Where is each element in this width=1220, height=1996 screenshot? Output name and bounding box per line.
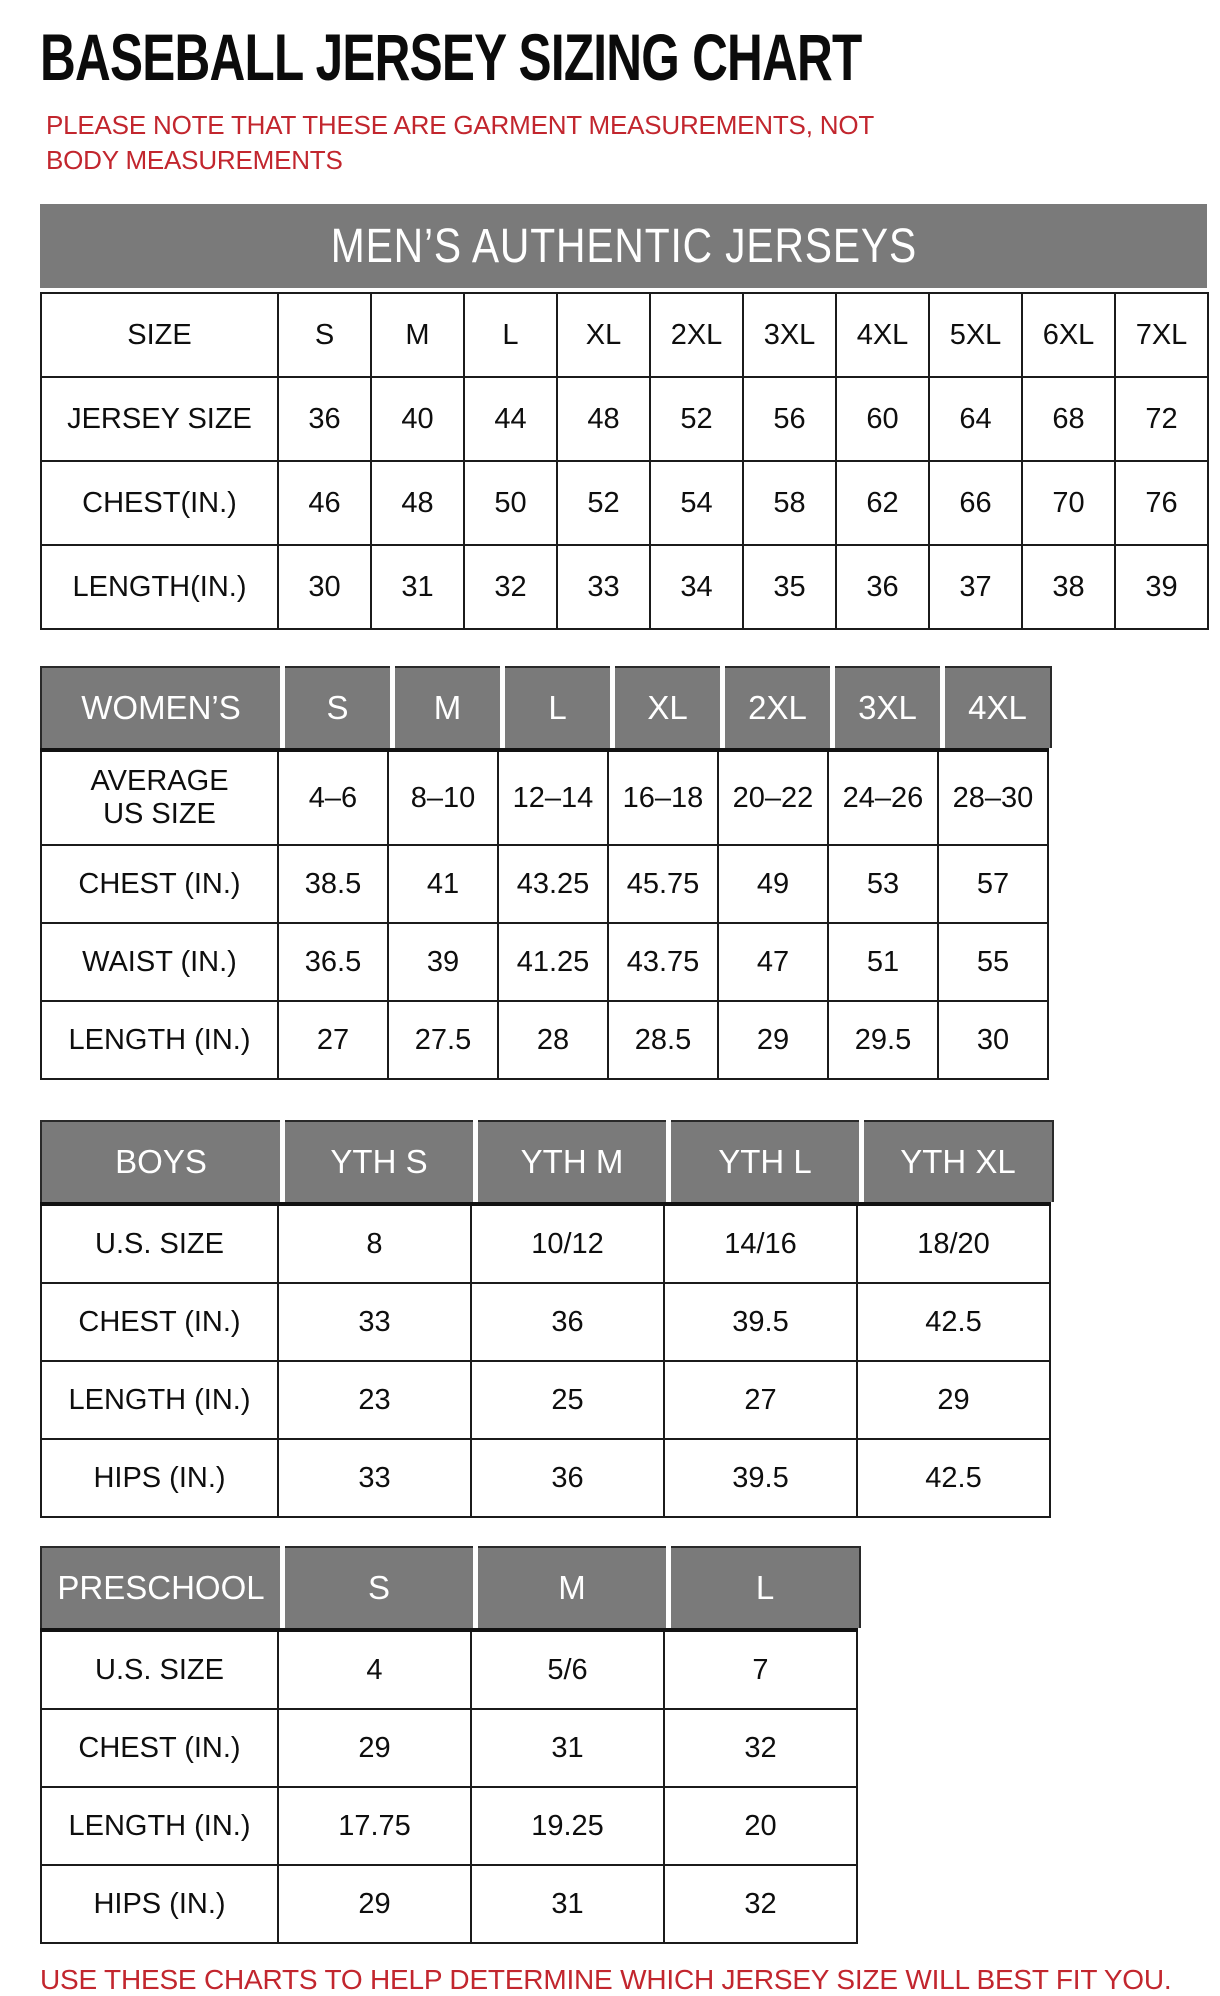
size-value-cell bbox=[743, 545, 836, 629]
table-row bbox=[41, 545, 1208, 629]
size-value-cell bbox=[557, 461, 650, 545]
cell-text: 36 bbox=[551, 1305, 584, 1338]
cell-text: 43.25 bbox=[516, 867, 590, 900]
cell-text: 44 bbox=[494, 402, 527, 435]
cell-text: 58 bbox=[773, 486, 806, 519]
cell-text: 27 bbox=[316, 1023, 350, 1056]
size-value-cell bbox=[1115, 461, 1208, 545]
cell-text: 18/20 bbox=[917, 1227, 990, 1260]
cell-text: 68 bbox=[1052, 402, 1085, 435]
cell-text: 29 bbox=[358, 1887, 391, 1920]
cell-text: 42.5 bbox=[925, 1305, 982, 1338]
size-column-header: S bbox=[285, 1546, 473, 1628]
size-value-cell bbox=[608, 923, 718, 1001]
cell-text: 7 bbox=[752, 1653, 769, 1686]
table-row bbox=[41, 1204, 1050, 1283]
row-label-cell bbox=[41, 1865, 278, 1943]
size-value-cell bbox=[278, 1865, 471, 1943]
size-value-cell bbox=[608, 750, 718, 845]
row-label-cell bbox=[41, 293, 278, 377]
cell-text: 19.25 bbox=[531, 1809, 604, 1842]
size-value-cell bbox=[278, 1001, 388, 1079]
mens-table-header-band bbox=[40, 204, 1207, 288]
row-label-cell bbox=[41, 1001, 278, 1079]
cell-text: JERSEY SIZE bbox=[67, 402, 252, 435]
size-value-cell bbox=[608, 845, 718, 923]
row-label-cell bbox=[41, 461, 278, 545]
preschool-table-body bbox=[41, 1630, 857, 1943]
size-value-cell bbox=[278, 461, 371, 545]
cell-text: 62 bbox=[866, 486, 899, 519]
size-value-cell bbox=[498, 750, 608, 845]
cell-text: 6XL bbox=[1042, 318, 1095, 351]
size-column-header: L bbox=[671, 1546, 861, 1628]
row-label-cell bbox=[41, 845, 278, 923]
cell-text: 33 bbox=[358, 1461, 391, 1494]
cell-text: 64 bbox=[959, 402, 992, 435]
cell-text: 56 bbox=[773, 402, 806, 435]
size-value-cell bbox=[857, 1283, 1050, 1361]
preschool-table-section bbox=[40, 1546, 1220, 1944]
table-row bbox=[41, 377, 1208, 461]
cell-text: 12–14 bbox=[512, 781, 594, 814]
size-value-cell bbox=[371, 545, 464, 629]
cell-text: 31 bbox=[551, 1731, 584, 1764]
row-label-cell bbox=[41, 750, 278, 845]
cell-text: AVERAGE US SIZE bbox=[90, 765, 229, 830]
cell-text: 5XL bbox=[949, 318, 1002, 351]
cell-text: 36.5 bbox=[304, 945, 362, 978]
cell-text: LENGTH (IN.) bbox=[68, 1809, 251, 1842]
table-row bbox=[41, 1439, 1050, 1517]
size-value-cell bbox=[836, 461, 929, 545]
cell-text: M bbox=[405, 318, 430, 351]
size-value-cell bbox=[664, 1709, 857, 1787]
size-value-cell bbox=[278, 1361, 471, 1439]
cell-text: 55 bbox=[976, 945, 1010, 978]
size-value-cell bbox=[1115, 545, 1208, 629]
size-column-header: S bbox=[285, 666, 390, 748]
row-label-cell bbox=[41, 1787, 278, 1865]
cell-text: 8–10 bbox=[410, 781, 476, 814]
cell-text: 50 bbox=[494, 486, 527, 519]
size-value-cell bbox=[857, 1204, 1050, 1283]
cell-text: 28 bbox=[536, 1023, 570, 1056]
cell-text: 48 bbox=[401, 486, 434, 519]
size-value-cell bbox=[471, 1204, 664, 1283]
size-column-header: M bbox=[478, 1546, 666, 1628]
cell-text: 41.25 bbox=[516, 945, 590, 978]
cell-text: 16–18 bbox=[622, 781, 704, 814]
cell-text: 31 bbox=[551, 1887, 584, 1920]
size-value-cell bbox=[929, 377, 1022, 461]
cell-text: 52 bbox=[587, 486, 620, 519]
table-group-label: WOMEN’S bbox=[40, 666, 280, 748]
size-value-cell bbox=[743, 293, 836, 377]
size-value-cell bbox=[388, 1001, 498, 1079]
size-value-cell bbox=[471, 1283, 664, 1361]
size-column-header: 3XL bbox=[835, 666, 940, 748]
size-value-cell bbox=[464, 461, 557, 545]
cell-text: 25 bbox=[551, 1383, 584, 1416]
cell-text: U.S. SIZE bbox=[95, 1653, 224, 1686]
table-row bbox=[41, 1865, 857, 1943]
cell-text: 49 bbox=[756, 867, 790, 900]
size-value-cell bbox=[938, 923, 1048, 1001]
mens-table-title: MEN’S AUTHENTIC JERSEYS bbox=[330, 219, 917, 273]
cell-text: 4–6 bbox=[308, 781, 358, 814]
size-value-cell bbox=[836, 377, 929, 461]
table-row bbox=[41, 461, 1208, 545]
cell-text: 23 bbox=[358, 1383, 391, 1416]
size-value-cell bbox=[557, 545, 650, 629]
cell-text: 54 bbox=[680, 486, 713, 519]
cell-text: 29.5 bbox=[854, 1023, 912, 1056]
cell-text: 33 bbox=[358, 1305, 391, 1338]
size-value-cell bbox=[278, 293, 371, 377]
size-value-cell bbox=[828, 845, 938, 923]
preschool-size-table bbox=[40, 1628, 858, 1944]
size-value-cell bbox=[664, 1865, 857, 1943]
cell-text: LENGTH (IN.) bbox=[68, 1383, 251, 1416]
cell-text: 35 bbox=[773, 570, 806, 603]
cell-text: 32 bbox=[744, 1887, 777, 1920]
cell-text: CHEST (IN.) bbox=[78, 1731, 241, 1764]
size-value-cell bbox=[464, 293, 557, 377]
garment-measurement-note: PLEASE NOTE THAT THESE ARE GARMENT MEASUREMENTS, NOT BODY MEASUREMENTS bbox=[46, 110, 874, 175]
size-column-header: M bbox=[395, 666, 500, 748]
size-value-cell bbox=[608, 1001, 718, 1079]
size-value-cell bbox=[498, 845, 608, 923]
womens-table-section bbox=[40, 666, 1220, 1080]
size-value-cell bbox=[278, 923, 388, 1001]
boys-table-section bbox=[40, 1120, 1220, 1518]
cell-text: 29 bbox=[756, 1023, 790, 1056]
size-value-cell bbox=[650, 545, 743, 629]
cell-text: 5/6 bbox=[547, 1653, 588, 1686]
cell-text: 45.75 bbox=[626, 867, 700, 900]
size-value-cell bbox=[471, 1787, 664, 1865]
cell-text: 52 bbox=[680, 402, 713, 435]
size-value-cell bbox=[471, 1630, 664, 1709]
preschool-table-header-row bbox=[40, 1546, 861, 1628]
size-value-cell bbox=[664, 1283, 857, 1361]
cell-text: 3XL bbox=[763, 318, 816, 351]
cell-text: 37 bbox=[959, 570, 992, 603]
cell-text: 72 bbox=[1145, 402, 1178, 435]
size-value-cell bbox=[857, 1439, 1050, 1517]
cell-text: 43.75 bbox=[626, 945, 700, 978]
size-value-cell bbox=[371, 293, 464, 377]
row-label-cell bbox=[41, 1630, 278, 1709]
table-row bbox=[41, 923, 1048, 1001]
cell-text: 38.5 bbox=[304, 867, 362, 900]
cell-text: 17.75 bbox=[338, 1809, 411, 1842]
size-value-cell bbox=[278, 845, 388, 923]
row-label-cell bbox=[41, 1204, 278, 1283]
size-value-cell bbox=[278, 545, 371, 629]
size-value-cell bbox=[371, 461, 464, 545]
cell-text: S bbox=[314, 318, 335, 351]
cell-text: LENGTH (IN.) bbox=[68, 1023, 251, 1056]
size-value-cell bbox=[498, 923, 608, 1001]
cell-text: U.S. SIZE bbox=[95, 1227, 224, 1260]
cell-text: L bbox=[502, 318, 519, 351]
boys-size-table bbox=[40, 1202, 1051, 1518]
cell-text: 36 bbox=[551, 1461, 584, 1494]
size-column-header: YTH XL bbox=[864, 1120, 1054, 1202]
row-label-cell bbox=[41, 1709, 278, 1787]
cell-text: 20–22 bbox=[732, 781, 814, 814]
cell-text: 4 bbox=[366, 1653, 383, 1686]
table-row bbox=[41, 1709, 857, 1787]
cell-text: 42.5 bbox=[925, 1461, 982, 1494]
cell-text: 27 bbox=[744, 1383, 777, 1416]
size-value-cell bbox=[664, 1204, 857, 1283]
size-value-cell bbox=[278, 377, 371, 461]
size-value-cell bbox=[650, 293, 743, 377]
cell-text: 51 bbox=[866, 945, 900, 978]
table-row bbox=[41, 750, 1048, 845]
table-row bbox=[41, 1787, 857, 1865]
size-value-cell bbox=[828, 1001, 938, 1079]
womens-table-body bbox=[41, 750, 1048, 1079]
size-value-cell bbox=[371, 377, 464, 461]
table-row bbox=[41, 1001, 1048, 1079]
size-value-cell bbox=[1022, 461, 1115, 545]
size-value-cell bbox=[828, 750, 938, 845]
size-column-header: L bbox=[505, 666, 610, 748]
table-row bbox=[41, 1283, 1050, 1361]
cell-text: CHEST (IN.) bbox=[78, 1305, 241, 1338]
size-value-cell bbox=[664, 1361, 857, 1439]
size-value-cell bbox=[664, 1439, 857, 1517]
cell-text: 70 bbox=[1052, 486, 1085, 519]
table-row bbox=[41, 845, 1048, 923]
size-value-cell bbox=[857, 1361, 1050, 1439]
mens-size-table bbox=[40, 292, 1209, 630]
size-value-cell bbox=[464, 545, 557, 629]
size-value-cell bbox=[498, 1001, 608, 1079]
cell-text: 33 bbox=[587, 570, 620, 603]
size-value-cell bbox=[938, 750, 1048, 845]
cell-text: 34 bbox=[680, 570, 713, 603]
size-value-cell bbox=[278, 750, 388, 845]
cell-text: XL bbox=[585, 318, 622, 351]
cell-text: 40 bbox=[401, 402, 434, 435]
size-column-header: 4XL bbox=[945, 666, 1052, 748]
size-value-cell bbox=[464, 377, 557, 461]
cell-text: 47 bbox=[756, 945, 790, 978]
size-value-cell bbox=[1022, 293, 1115, 377]
cell-text: 66 bbox=[959, 486, 992, 519]
cell-text: 53 bbox=[866, 867, 900, 900]
size-value-cell bbox=[278, 1787, 471, 1865]
cell-text: 24–26 bbox=[842, 781, 924, 814]
cell-text: 32 bbox=[744, 1731, 777, 1764]
cell-text: 30 bbox=[976, 1023, 1010, 1056]
cell-text: HIPS (IN.) bbox=[93, 1887, 226, 1920]
footer-text: USE THESE CHARTS TO HELP DETERMINE WHICH JERSEY SIZE WILL BEST FIT YOU. bbox=[40, 1964, 1172, 1995]
row-label-cell bbox=[41, 545, 278, 629]
cell-text: 10/12 bbox=[531, 1227, 604, 1260]
size-value-cell bbox=[836, 545, 929, 629]
cell-text: 2XL bbox=[670, 318, 723, 351]
size-value-cell bbox=[1022, 545, 1115, 629]
size-value-cell bbox=[718, 1001, 828, 1079]
size-column-header: YTH L bbox=[671, 1120, 859, 1202]
table-group-label: PRESCHOOL bbox=[40, 1546, 280, 1628]
size-column-header: YTH S bbox=[285, 1120, 473, 1202]
size-value-cell bbox=[929, 461, 1022, 545]
cell-text: 14/16 bbox=[724, 1227, 797, 1260]
size-value-cell bbox=[664, 1787, 857, 1865]
size-value-cell bbox=[664, 1630, 857, 1709]
size-value-cell bbox=[938, 1001, 1048, 1079]
womens-size-table bbox=[40, 748, 1049, 1080]
row-label-cell bbox=[41, 923, 278, 1001]
size-value-cell bbox=[1022, 377, 1115, 461]
cell-text: 46 bbox=[308, 486, 341, 519]
table-row bbox=[41, 1361, 1050, 1439]
size-value-cell bbox=[828, 923, 938, 1001]
size-column-header: 2XL bbox=[725, 666, 830, 748]
size-value-cell bbox=[471, 1865, 664, 1943]
size-value-cell bbox=[278, 1630, 471, 1709]
womens-table-header-row bbox=[40, 666, 1052, 748]
size-value-cell bbox=[718, 750, 828, 845]
cell-text: CHEST(IN.) bbox=[82, 486, 237, 519]
cell-text: 20 bbox=[744, 1809, 777, 1842]
cell-text: HIPS (IN.) bbox=[93, 1461, 226, 1494]
size-value-cell bbox=[388, 750, 498, 845]
size-value-cell bbox=[278, 1283, 471, 1361]
size-value-cell bbox=[743, 377, 836, 461]
size-value-cell bbox=[929, 545, 1022, 629]
cell-text: 36 bbox=[866, 570, 899, 603]
cell-text: 57 bbox=[976, 867, 1010, 900]
size-value-cell bbox=[471, 1439, 664, 1517]
cell-text: 27.5 bbox=[414, 1023, 472, 1056]
size-value-cell bbox=[278, 1204, 471, 1283]
cell-text: 36 bbox=[308, 402, 341, 435]
cell-text: 76 bbox=[1145, 486, 1178, 519]
boys-table-body bbox=[41, 1204, 1050, 1517]
size-value-cell bbox=[278, 1439, 471, 1517]
table-group-label: BOYS bbox=[40, 1120, 280, 1202]
cell-text: 31 bbox=[401, 570, 434, 603]
size-value-cell bbox=[836, 293, 929, 377]
cell-text: 39 bbox=[426, 945, 460, 978]
size-value-cell bbox=[278, 1709, 471, 1787]
size-value-cell bbox=[557, 377, 650, 461]
page-title-text: BASEBALL JERSEY SIZING CHART bbox=[40, 20, 862, 94]
cell-text: 29 bbox=[358, 1731, 391, 1764]
row-label-cell bbox=[41, 1361, 278, 1439]
size-value-cell bbox=[650, 461, 743, 545]
size-value-cell bbox=[650, 377, 743, 461]
boys-table-header-row bbox=[40, 1120, 1054, 1202]
size-column-header: XL bbox=[615, 666, 720, 748]
cell-text: 28.5 bbox=[634, 1023, 692, 1056]
cell-text: 7XL bbox=[1135, 318, 1188, 351]
cell-text: 60 bbox=[866, 402, 899, 435]
cell-text: 4XL bbox=[856, 318, 909, 351]
size-value-cell bbox=[718, 923, 828, 1001]
size-value-cell bbox=[388, 845, 498, 923]
mens-table-body bbox=[41, 293, 1208, 629]
size-value-cell bbox=[743, 461, 836, 545]
size-value-cell bbox=[929, 293, 1022, 377]
size-value-cell bbox=[718, 845, 828, 923]
cell-text: 48 bbox=[587, 402, 620, 435]
row-label-cell bbox=[41, 1283, 278, 1361]
cell-text: 28–30 bbox=[952, 781, 1034, 814]
cell-text: 39 bbox=[1145, 570, 1178, 603]
row-label-cell bbox=[41, 1439, 278, 1517]
table-row bbox=[41, 293, 1208, 377]
size-value-cell bbox=[938, 845, 1048, 923]
cell-text: 41 bbox=[426, 867, 460, 900]
cell-text: WAIST (IN.) bbox=[82, 945, 237, 978]
mens-table-section bbox=[40, 204, 1220, 630]
cell-text: CHEST (IN.) bbox=[78, 867, 241, 900]
cell-text: 39.5 bbox=[732, 1461, 789, 1494]
size-value-cell bbox=[1115, 293, 1208, 377]
cell-text: 30 bbox=[308, 570, 341, 603]
table-row bbox=[41, 1630, 857, 1709]
cell-text: 32 bbox=[494, 570, 527, 603]
cell-text: 39.5 bbox=[732, 1305, 789, 1338]
size-value-cell bbox=[1115, 377, 1208, 461]
size-value-cell bbox=[471, 1709, 664, 1787]
cell-text: 29 bbox=[937, 1383, 970, 1416]
size-value-cell bbox=[471, 1361, 664, 1439]
size-value-cell bbox=[557, 293, 650, 377]
row-label-cell bbox=[41, 377, 278, 461]
cell-text: 38 bbox=[1052, 570, 1085, 603]
cell-text: 8 bbox=[366, 1227, 383, 1260]
page-title bbox=[40, 20, 1220, 94]
size-column-header: YTH M bbox=[478, 1120, 666, 1202]
cell-text: LENGTH(IN.) bbox=[72, 570, 247, 603]
cell-text: SIZE bbox=[127, 318, 192, 351]
size-value-cell bbox=[388, 923, 498, 1001]
